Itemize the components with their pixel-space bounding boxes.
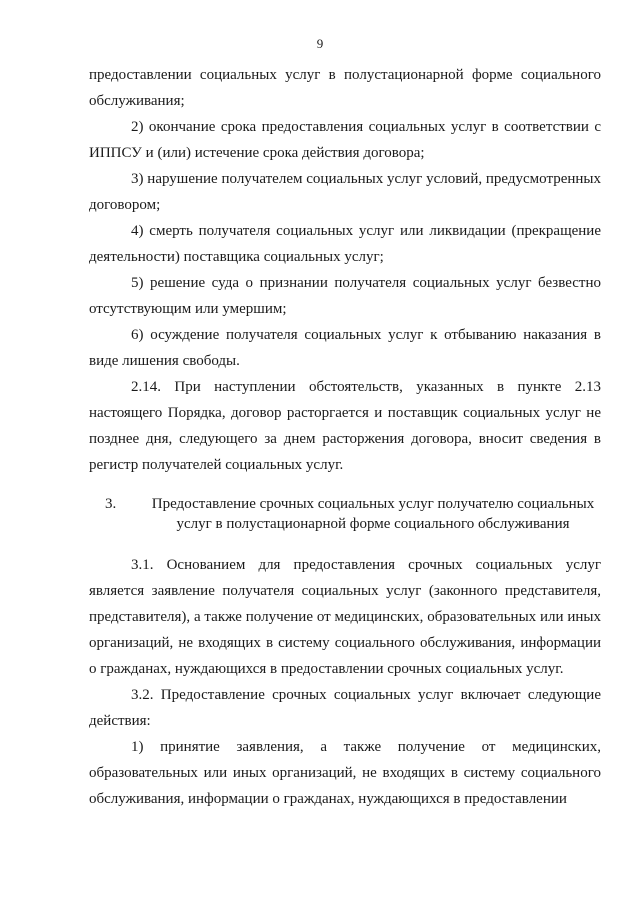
section-title: Предоставление срочных социальных услуг получателю социальных услуг в полустационарной форме социального обслуживания [151,496,595,532]
paragraph: предоставлении социальных услуг в полустационарной форме социального обслуживания; [89,67,601,109]
paragraph: 5) решение суда о признании получателя социальных услуг безвестно отсутствующим или умершим; [89,275,601,317]
paragraph: 3.1. Основанием для предоставления срочных социальных услуг является заявление получателя социальных услуг (законного представителя, представителя), а также получение от медицинских, образовательных или иных организаций, не входящих в систему социального обслуживания, информации о гражданах, нуждающихся в предоставлении срочных социальных услуг. [89,557,601,677]
paragraph: 3) нарушение получателем социальных услуг условий, предусмотренных договором; [89,171,601,213]
page-number: 9 [316,36,324,51]
paragraph: 1) принятие заявления, а также получение от медицинских, образовательных или иных организаций, не входящих в систему социального обслуживания, информации о гражданах, нуждающихся в предоставлении [89,739,601,807]
paragraph: 4) смерть получателя социальных услуг или ликвидации (прекращение деятельности) поставщика социальных услуг; [89,223,601,265]
paragraph: 2) окончание срока предоставления социальных услуг в соответствии с ИППСУ и (или) истечение срока действия договора; [89,119,601,161]
document-body [89,62,601,812]
paragraph: 3.2. Предоставление срочных социальных услуг включает следующие действия: [89,687,601,729]
section-number: 3. [105,496,117,512]
paragraph: 6) осуждение получателя социальных услуг к отбыванию наказания в виде лишения свободы. [89,327,601,369]
section-heading [89,494,601,534]
paragraph: 2.14. При наступлении обстоятельств, указанных в пункте 2.13 настоящего Порядка, договор расторгается и поставщик социальных услуг не позднее дня, следующего за днем расторжения договора, вносит сведения в регистр получателей социальных услуг. [89,379,601,473]
